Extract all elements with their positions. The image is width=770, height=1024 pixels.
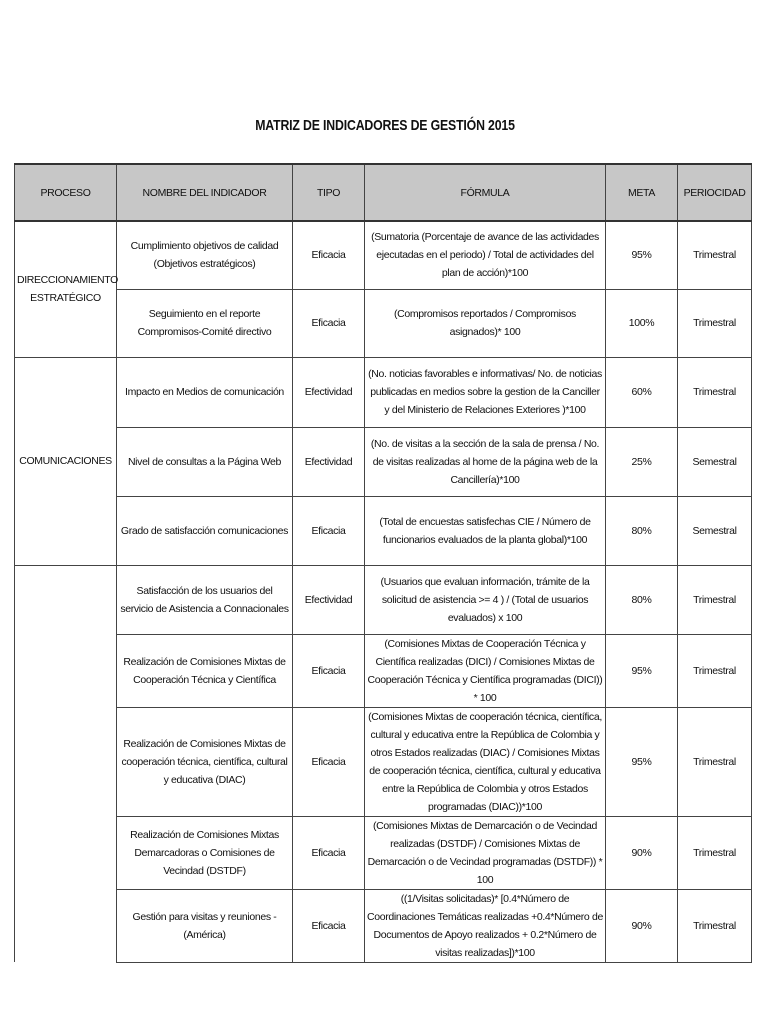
tipo-cell: Eficacia <box>293 289 365 357</box>
tipo-cell: Efectividad <box>293 427 365 496</box>
periocidad-cell: Trimestral <box>678 221 752 289</box>
meta-cell: 80% <box>606 496 678 565</box>
periocidad-cell: Trimestral <box>678 889 752 962</box>
meta-cell: 95% <box>606 707 678 816</box>
formula-cell: (Comisiones Mixtas de Demarcación o de Vecindad realizadas (DSTDF) / Comisiones Mixtas de Demarcación o de Vecindad programadas (DSTDF)) * 100 <box>365 816 606 889</box>
tipo-cell: Eficacia <box>293 889 365 962</box>
periocidad-cell: Semestral <box>678 427 752 496</box>
formula-cell: (Comisiones Mixtas de cooperación técnica, científica, cultural y educativa entre la República de Colombia y otros Estados realizadas (DIAC) / Comisiones Mixtas de cooperación técnica, científica, cultural y educativa entre la República de Colombia y otros Estados programadas (DIAC))*100 <box>365 707 606 816</box>
col-header-tipo: TIPO <box>293 164 365 221</box>
formula-cell: (Comisiones Mixtas de Cooperación Técnica y Científica realizadas (DICI) / Comisiones Mixtas de Cooperación Técnica y Científica programadas (DICI)) * 100 <box>365 634 606 707</box>
tipo-cell: Efectividad <box>293 565 365 634</box>
table-row <box>15 427 752 496</box>
meta-cell: 95% <box>606 634 678 707</box>
col-header-formula: FÓRMULA <box>365 164 606 221</box>
col-header-meta: META <box>606 164 678 221</box>
indicador-cell: Grado de satisfacción comunicaciones <box>117 496 293 565</box>
proceso-cell <box>15 565 117 962</box>
tipo-cell: Efectividad <box>293 357 365 427</box>
tipo-cell: Eficacia <box>293 634 365 707</box>
tipo-cell: Eficacia <box>293 221 365 289</box>
indicador-cell: Seguimiento en el reporte Compromisos-Comité directivo <box>117 289 293 357</box>
periocidad-cell: Trimestral <box>678 816 752 889</box>
indicador-cell: Gestión para visitas y reuniones - (América) <box>117 889 293 962</box>
page-title: MATRIZ DE INDICADORES DE GESTIÓN 2015 <box>255 117 515 134</box>
indicador-cell: Cumplimiento objetivos de calidad (Objetivos estratégicos) <box>117 221 293 289</box>
meta-cell: 80% <box>606 565 678 634</box>
formula-cell: (Sumatoria (Porcentaje de avance de las actividades ejecutadas en el periodo) / Total de actividades del plan de acción)*100 <box>365 221 606 289</box>
table-header-row <box>15 164 752 221</box>
indicador-cell: Realización de Comisiones Mixtas de Cooperación Técnica y Científica <box>117 634 293 707</box>
indicador-cell: Realización de Comisiones Mixtas Demarcadoras o Comisiones de Vecindad (DSTDF) <box>117 816 293 889</box>
table-row <box>15 496 752 565</box>
formula-cell: (Total de encuestas satisfechas CIE / Número de funcionarios evaluados de la planta global)*100 <box>365 496 606 565</box>
table-row <box>15 289 752 357</box>
indicador-cell: Realización de Comisiones Mixtas de cooperación técnica, científica, cultural y educativa (DIAC) <box>117 707 293 816</box>
meta-cell: 100% <box>606 289 678 357</box>
periocidad-cell: Trimestral <box>678 634 752 707</box>
table-row <box>15 221 752 289</box>
indicador-cell: Impacto en Medios de comunicación <box>117 357 293 427</box>
col-header-indicador: NOMBRE DEL INDICADOR <box>117 164 293 221</box>
proceso-cell: DIRECCIONAMIENTO ESTRATÉGICO <box>15 221 117 357</box>
formula-cell: ((1/Visitas solicitadas)* [0.4*Número de Coordinaciones Temáticas realizadas +0.4*Número de Documentos de Apoyo realizados + 0.2*Número de visitas realizadas])*100 <box>365 889 606 962</box>
periocidad-cell: Semestral <box>678 496 752 565</box>
col-header-proceso: PROCESO <box>15 164 117 221</box>
indicador-cell: Satisfacción de los usuarios del servicio de Asistencia a Connacionales <box>117 565 293 634</box>
meta-cell: 90% <box>606 816 678 889</box>
formula-cell: (No. noticias favorables e informativas/ No. de noticias publicadas en medios sobre la gestion de la Canciller y del Ministerio de Relaciones Exteriores )*100 <box>365 357 606 427</box>
tipo-cell: Eficacia <box>293 496 365 565</box>
periocidad-cell: Trimestral <box>678 565 752 634</box>
formula-cell: (Usuarios que evaluan información, trámite de la solicitud de asistencia >= 4 ) / (Total de usuarios evaluados) x 100 <box>365 565 606 634</box>
formula-cell: (No. de visitas a la sección de la sala de prensa / No. de visitas realizadas al home de la página web de la Cancillería)*100 <box>365 427 606 496</box>
indicador-cell: Nivel de consultas a la Página Web <box>117 427 293 496</box>
table-row <box>15 634 752 707</box>
meta-cell: 60% <box>606 357 678 427</box>
meta-cell: 95% <box>606 221 678 289</box>
periocidad-cell: Trimestral <box>678 707 752 816</box>
col-header-periocidad: PERIOCIDAD <box>678 164 752 221</box>
meta-cell: 90% <box>606 889 678 962</box>
table-row <box>15 707 752 816</box>
table-row <box>15 357 752 427</box>
formula-cell: (Compromisos reportados / Compromisos asignados)* 100 <box>365 289 606 357</box>
periocidad-cell: Trimestral <box>678 289 752 357</box>
tipo-cell: Eficacia <box>293 707 365 816</box>
periocidad-cell: Trimestral <box>678 357 752 427</box>
indicators-table <box>14 163 752 963</box>
table-row <box>15 565 752 634</box>
table-row <box>15 889 752 962</box>
table-row <box>15 816 752 889</box>
meta-cell: 25% <box>606 427 678 496</box>
tipo-cell: Eficacia <box>293 816 365 889</box>
proceso-cell: COMUNICACIONES <box>15 357 117 565</box>
